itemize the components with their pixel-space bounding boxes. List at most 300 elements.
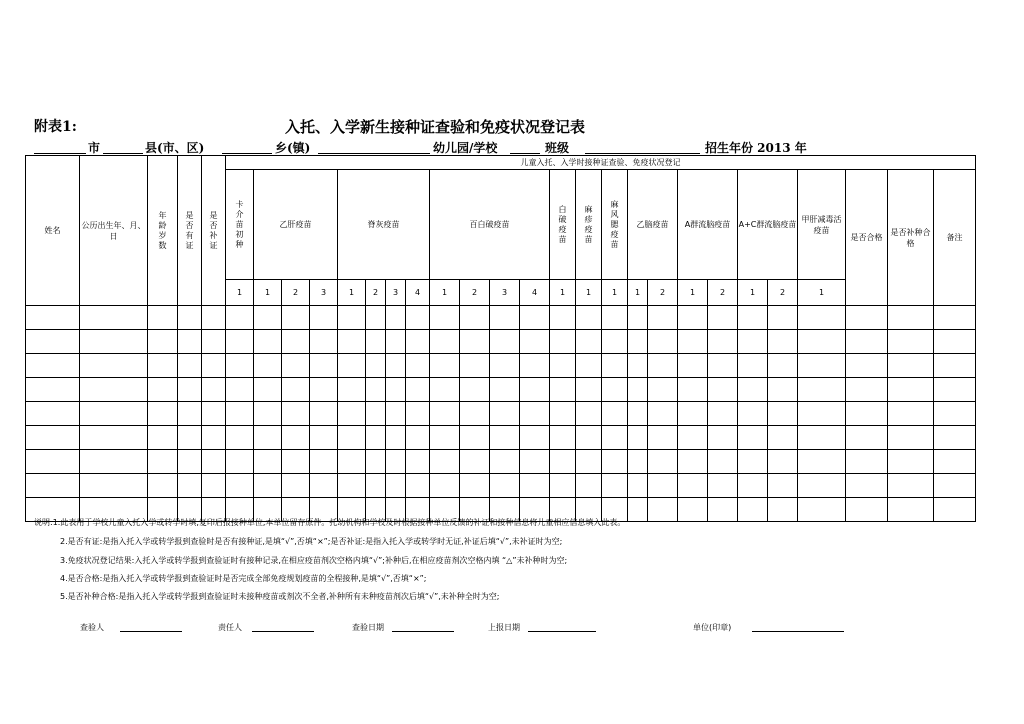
entry-cell[interactable] bbox=[628, 474, 648, 498]
entry-cell[interactable] bbox=[430, 378, 460, 402]
town-blank[interactable] bbox=[318, 153, 430, 154]
entry-cell[interactable] bbox=[738, 354, 768, 378]
county-blank[interactable] bbox=[103, 153, 143, 154]
class-label: 班级 bbox=[545, 141, 570, 155]
entry-cell[interactable] bbox=[490, 330, 520, 354]
entry-cell[interactable] bbox=[26, 450, 80, 474]
entry-cell[interactable] bbox=[628, 426, 648, 450]
entry-cell[interactable] bbox=[708, 426, 738, 450]
entry-cell[interactable] bbox=[628, 498, 648, 522]
entry-cell[interactable] bbox=[708, 498, 738, 522]
entry-cell[interactable] bbox=[550, 306, 576, 330]
entry-cell[interactable] bbox=[708, 402, 738, 426]
entry-cell[interactable] bbox=[550, 426, 576, 450]
entry-cell[interactable] bbox=[26, 354, 80, 378]
entry-cell[interactable] bbox=[678, 426, 708, 450]
entry-cell[interactable] bbox=[602, 402, 628, 426]
entry-cell[interactable] bbox=[338, 354, 366, 378]
entry-cell[interactable] bbox=[738, 498, 768, 522]
entry-cell[interactable] bbox=[386, 378, 406, 402]
entry-cell[interactable] bbox=[178, 354, 202, 378]
entry-cell[interactable] bbox=[148, 426, 178, 450]
entry-cell[interactable] bbox=[178, 306, 202, 330]
entry-cell[interactable] bbox=[282, 330, 310, 354]
report-date-blank[interactable] bbox=[528, 631, 596, 632]
entry-cell[interactable] bbox=[366, 354, 386, 378]
entry-cell[interactable] bbox=[628, 306, 648, 330]
entry-cell[interactable] bbox=[846, 330, 888, 354]
entry-cell[interactable] bbox=[460, 330, 490, 354]
vaccine-header-je bbox=[628, 170, 678, 280]
entry-cell[interactable] bbox=[148, 402, 178, 426]
entry-cell[interactable] bbox=[202, 450, 226, 474]
entry-cell[interactable] bbox=[148, 474, 178, 498]
entry-cell[interactable] bbox=[934, 354, 976, 378]
entry-cell[interactable] bbox=[678, 354, 708, 378]
entry-cell[interactable] bbox=[366, 450, 386, 474]
entry-cell[interactable] bbox=[254, 378, 282, 402]
entry-cell[interactable] bbox=[226, 378, 254, 402]
entry-cell[interactable] bbox=[80, 450, 148, 474]
vaccine-header-mena bbox=[678, 170, 738, 280]
entry-cell[interactable] bbox=[386, 306, 406, 330]
entry-cell[interactable] bbox=[678, 402, 708, 426]
entry-cell[interactable] bbox=[520, 354, 550, 378]
entry-cell[interactable] bbox=[282, 306, 310, 330]
entry-cell[interactable] bbox=[602, 306, 628, 330]
entry-cell[interactable] bbox=[338, 474, 366, 498]
entry-cell[interactable] bbox=[282, 426, 310, 450]
entry-cell[interactable] bbox=[798, 474, 846, 498]
entry-cell[interactable] bbox=[628, 378, 648, 402]
entry-cell[interactable] bbox=[846, 474, 888, 498]
entry-cell[interactable] bbox=[708, 306, 738, 330]
entry-cell[interactable] bbox=[602, 354, 628, 378]
entry-cell[interactable] bbox=[648, 306, 678, 330]
entry-cell[interactable] bbox=[768, 402, 798, 426]
entry-cell[interactable] bbox=[310, 450, 338, 474]
check-date-blank[interactable] bbox=[392, 631, 454, 632]
entry-cell[interactable] bbox=[406, 426, 430, 450]
entry-cell[interactable] bbox=[576, 330, 602, 354]
entry-cell[interactable] bbox=[846, 450, 888, 474]
entry-cell[interactable] bbox=[148, 378, 178, 402]
entry-cell[interactable] bbox=[366, 306, 386, 330]
entry-cell[interactable] bbox=[798, 306, 846, 330]
vaccine-name-measles: 麻疹疫苗 bbox=[584, 204, 593, 244]
table-row bbox=[26, 306, 976, 330]
entry-cell[interactable] bbox=[430, 402, 460, 426]
entry-cell[interactable] bbox=[846, 426, 888, 450]
entry-cell[interactable] bbox=[628, 330, 648, 354]
entry-cell[interactable] bbox=[338, 306, 366, 330]
entry-cell[interactable] bbox=[520, 378, 550, 402]
entry-cell[interactable] bbox=[490, 426, 520, 450]
entry-cell[interactable] bbox=[254, 426, 282, 450]
entry-cell[interactable] bbox=[490, 402, 520, 426]
entry-cell[interactable] bbox=[768, 426, 798, 450]
entry-cell[interactable] bbox=[934, 498, 976, 522]
entry-cell[interactable] bbox=[282, 450, 310, 474]
col-header-age bbox=[148, 156, 178, 306]
entry-cell[interactable] bbox=[768, 378, 798, 402]
entry-cell[interactable] bbox=[254, 330, 282, 354]
entry-cell[interactable] bbox=[310, 354, 338, 378]
entry-cell[interactable] bbox=[178, 402, 202, 426]
entry-cell[interactable] bbox=[226, 402, 254, 426]
entry-cell[interactable] bbox=[490, 354, 520, 378]
header-age-label: 年龄岁数 bbox=[158, 210, 167, 250]
entry-cell[interactable] bbox=[148, 354, 178, 378]
entry-cell[interactable] bbox=[648, 354, 678, 378]
entry-cell[interactable] bbox=[602, 330, 628, 354]
entry-cell[interactable] bbox=[678, 306, 708, 330]
entry-cell[interactable] bbox=[282, 402, 310, 426]
note-3: 3.免疫状况登记结果:入托入学或转学报到查验证时有接种记录,在相应疫苗剂次空格内填“√”;补种后,在相应疫苗剂次空格内填 “△”未补种时为空; bbox=[60, 556, 568, 565]
entry-cell[interactable] bbox=[254, 402, 282, 426]
entry-cell[interactable] bbox=[430, 306, 460, 330]
entry-cell[interactable] bbox=[460, 474, 490, 498]
entry-cell[interactable] bbox=[576, 426, 602, 450]
entry-cell[interactable] bbox=[888, 474, 934, 498]
header-reissue-label: 是否补证 bbox=[209, 210, 218, 250]
entry-cell[interactable] bbox=[934, 378, 976, 402]
dose-cell: 1 bbox=[550, 280, 576, 306]
entry-cell[interactable] bbox=[678, 450, 708, 474]
entry-cell[interactable] bbox=[406, 306, 430, 330]
entry-cell[interactable] bbox=[738, 306, 768, 330]
entry-cell[interactable] bbox=[26, 474, 80, 498]
note-2: 2.是否有证:是指入托入学或转学报到查验时是否有接种证,是填“√”,否填“×”;是否补证:是指入托入学或转学时无证,补证后填“√”,未补证时为空; bbox=[60, 537, 563, 546]
entry-cell[interactable] bbox=[888, 330, 934, 354]
entry-cell[interactable] bbox=[738, 474, 768, 498]
responsible-blank[interactable] bbox=[252, 631, 314, 632]
entry-cell[interactable] bbox=[80, 306, 148, 330]
entry-cell[interactable] bbox=[738, 450, 768, 474]
entry-cell[interactable] bbox=[254, 306, 282, 330]
entry-cell[interactable] bbox=[550, 354, 576, 378]
col-header-remarks bbox=[934, 170, 976, 306]
entry-cell[interactable] bbox=[648, 402, 678, 426]
col-header-name bbox=[26, 156, 80, 306]
entry-cell[interactable] bbox=[226, 426, 254, 450]
entry-cell[interactable] bbox=[254, 354, 282, 378]
entry-cell[interactable] bbox=[430, 354, 460, 378]
entry-cell[interactable] bbox=[430, 426, 460, 450]
entry-cell[interactable] bbox=[708, 354, 738, 378]
entry-cell[interactable] bbox=[406, 474, 430, 498]
entry-cell[interactable] bbox=[310, 426, 338, 450]
entry-cell[interactable] bbox=[26, 402, 80, 426]
entry-cell[interactable] bbox=[888, 426, 934, 450]
entry-cell[interactable] bbox=[148, 306, 178, 330]
dose-cell: 2 bbox=[648, 280, 678, 306]
entry-cell[interactable] bbox=[460, 354, 490, 378]
entry-cell[interactable] bbox=[202, 306, 226, 330]
entry-cell[interactable] bbox=[386, 450, 406, 474]
entry-cell[interactable] bbox=[26, 378, 80, 402]
entry-cell[interactable] bbox=[366, 474, 386, 498]
entry-cell[interactable] bbox=[460, 402, 490, 426]
entry-cell[interactable] bbox=[366, 330, 386, 354]
header-qualified-label: 是否合格 bbox=[850, 233, 883, 242]
entry-cell[interactable] bbox=[934, 306, 976, 330]
entry-cell[interactable] bbox=[80, 426, 148, 450]
entry-cell[interactable] bbox=[888, 450, 934, 474]
vaccine-name-mena: A群流脑疫苗 bbox=[684, 220, 731, 229]
entry-cell[interactable] bbox=[648, 474, 678, 498]
note-4: 4.是否合格:是指入托入学或转学报到查验证时是否完成全部免疫规划疫苗的全程接种,是填“√”,否填“×”; bbox=[60, 574, 427, 583]
entry-cell[interactable] bbox=[888, 378, 934, 402]
header-remarks-label: 备注 bbox=[946, 233, 963, 242]
entry-cell[interactable] bbox=[550, 450, 576, 474]
entry-cell[interactable] bbox=[254, 450, 282, 474]
entry-cell[interactable] bbox=[934, 474, 976, 498]
entry-cell[interactable] bbox=[846, 306, 888, 330]
entry-cell[interactable] bbox=[520, 306, 550, 330]
entry-cell[interactable] bbox=[490, 474, 520, 498]
entry-cell[interactable] bbox=[678, 378, 708, 402]
entry-cell[interactable] bbox=[282, 354, 310, 378]
entry-cell[interactable] bbox=[846, 498, 888, 522]
entry-cell[interactable] bbox=[520, 450, 550, 474]
entry-cell[interactable] bbox=[678, 330, 708, 354]
entry-cell[interactable] bbox=[846, 378, 888, 402]
entry-cell[interactable] bbox=[386, 426, 406, 450]
entry-cell[interactable] bbox=[178, 450, 202, 474]
entry-cell[interactable] bbox=[202, 402, 226, 426]
entry-cell[interactable] bbox=[628, 354, 648, 378]
entry-cell[interactable] bbox=[80, 330, 148, 354]
dose-cell: 1 bbox=[226, 280, 254, 306]
entry-cell[interactable] bbox=[226, 330, 254, 354]
entry-cell[interactable] bbox=[338, 450, 366, 474]
entry-cell[interactable] bbox=[888, 354, 934, 378]
entry-cell[interactable] bbox=[282, 474, 310, 498]
col-header-reissue bbox=[202, 156, 226, 306]
entry-cell[interactable] bbox=[888, 306, 934, 330]
entry-cell[interactable] bbox=[602, 426, 628, 450]
vaccine-header-menac bbox=[738, 170, 798, 280]
entry-cell[interactable] bbox=[648, 498, 678, 522]
entry-cell[interactable] bbox=[738, 402, 768, 426]
entry-cell[interactable] bbox=[708, 474, 738, 498]
dose-cell: 1 bbox=[602, 280, 628, 306]
entry-cell[interactable] bbox=[550, 474, 576, 498]
entry-cell[interactable] bbox=[708, 330, 738, 354]
entry-cell[interactable] bbox=[202, 378, 226, 402]
entry-cell[interactable] bbox=[226, 306, 254, 330]
entry-cell[interactable] bbox=[678, 498, 708, 522]
entry-cell[interactable] bbox=[798, 450, 846, 474]
dose-cell: 3 bbox=[490, 280, 520, 306]
entry-cell[interactable] bbox=[576, 306, 602, 330]
entry-cell[interactable] bbox=[338, 330, 366, 354]
entry-cell[interactable] bbox=[226, 354, 254, 378]
entry-cell[interactable] bbox=[310, 402, 338, 426]
entry-cell[interactable] bbox=[648, 426, 678, 450]
entry-cell[interactable] bbox=[520, 402, 550, 426]
county-label: 县(市、区) bbox=[145, 141, 205, 155]
entry-cell[interactable] bbox=[888, 498, 934, 522]
vaccine-name-polio: 脊灰疫苗 bbox=[367, 220, 400, 229]
entry-cell[interactable] bbox=[80, 402, 148, 426]
entry-cell[interactable] bbox=[386, 330, 406, 354]
entry-cell[interactable] bbox=[406, 402, 430, 426]
entry-cell[interactable] bbox=[576, 402, 602, 426]
registration-table bbox=[25, 155, 976, 522]
entry-cell[interactable] bbox=[148, 450, 178, 474]
entry-cell[interactable] bbox=[338, 426, 366, 450]
entry-cell[interactable] bbox=[226, 450, 254, 474]
entry-cell[interactable] bbox=[768, 474, 798, 498]
entry-cell[interactable] bbox=[406, 330, 430, 354]
entry-cell[interactable] bbox=[798, 402, 846, 426]
entry-cell[interactable] bbox=[26, 330, 80, 354]
entry-cell[interactable] bbox=[768, 450, 798, 474]
entry-cell[interactable] bbox=[708, 450, 738, 474]
entry-cell[interactable] bbox=[226, 474, 254, 498]
page-title: 入托、入学新生接种证查验和免疫状况登记表 bbox=[285, 118, 586, 136]
entry-cell[interactable] bbox=[648, 330, 678, 354]
entry-cell[interactable] bbox=[798, 426, 846, 450]
entry-cell[interactable] bbox=[738, 330, 768, 354]
entry-cell[interactable] bbox=[738, 426, 768, 450]
entry-cell[interactable] bbox=[80, 378, 148, 402]
entry-cell[interactable] bbox=[520, 426, 550, 450]
entry-cell[interactable] bbox=[202, 330, 226, 354]
entry-cell[interactable] bbox=[460, 306, 490, 330]
entry-cell[interactable] bbox=[430, 474, 460, 498]
entry-cell[interactable] bbox=[366, 402, 386, 426]
entry-cell[interactable] bbox=[602, 450, 628, 474]
school-blank[interactable] bbox=[510, 153, 540, 154]
entry-cell[interactable] bbox=[628, 450, 648, 474]
entry-cell[interactable] bbox=[460, 378, 490, 402]
entry-cell[interactable] bbox=[386, 474, 406, 498]
entry-cell[interactable] bbox=[576, 450, 602, 474]
entry-cell[interactable] bbox=[366, 426, 386, 450]
entry-cell[interactable] bbox=[178, 474, 202, 498]
entry-cell[interactable] bbox=[310, 330, 338, 354]
entry-cell[interactable] bbox=[934, 450, 976, 474]
entry-cell[interactable] bbox=[576, 354, 602, 378]
entry-cell[interactable] bbox=[934, 402, 976, 426]
entry-cell[interactable] bbox=[520, 330, 550, 354]
entry-cell[interactable] bbox=[202, 474, 226, 498]
entry-cell[interactable] bbox=[798, 354, 846, 378]
appendix-label: 附表1: bbox=[34, 119, 77, 135]
entry-cell[interactable] bbox=[490, 306, 520, 330]
entry-cell[interactable] bbox=[386, 354, 406, 378]
entry-cell[interactable] bbox=[254, 474, 282, 498]
entry-cell[interactable] bbox=[628, 402, 648, 426]
vaccine-header-measles bbox=[576, 170, 602, 280]
city-blank[interactable] bbox=[34, 153, 86, 154]
entry-cell[interactable] bbox=[26, 306, 80, 330]
entry-cell[interactable] bbox=[202, 426, 226, 450]
table-row bbox=[26, 426, 976, 450]
unit-label: 单位(印章) bbox=[693, 623, 732, 632]
entry-cell[interactable] bbox=[490, 378, 520, 402]
entry-cell[interactable] bbox=[550, 378, 576, 402]
entry-cell[interactable] bbox=[768, 498, 798, 522]
entry-cell[interactable] bbox=[738, 378, 768, 402]
col-header-catchup bbox=[888, 170, 934, 306]
group-title: 儿童入托、入学时接种证查验、免疫状况登记 bbox=[520, 158, 681, 167]
entry-cell[interactable] bbox=[80, 474, 148, 498]
entry-cell[interactable] bbox=[406, 450, 430, 474]
entry-cell[interactable] bbox=[490, 450, 520, 474]
entry-cell[interactable] bbox=[798, 378, 846, 402]
entry-cell[interactable] bbox=[708, 378, 738, 402]
entry-cell[interactable] bbox=[798, 498, 846, 522]
entry-cell[interactable] bbox=[202, 354, 226, 378]
entry-cell[interactable] bbox=[178, 330, 202, 354]
entry-cell[interactable] bbox=[310, 306, 338, 330]
entry-cell[interactable] bbox=[798, 330, 846, 354]
vaccine-header-dt bbox=[550, 170, 576, 280]
entry-cell[interactable] bbox=[678, 474, 708, 498]
class-blank[interactable] bbox=[585, 153, 700, 154]
entry-cell[interactable] bbox=[520, 474, 550, 498]
entry-cell[interactable] bbox=[846, 402, 888, 426]
entry-cell[interactable] bbox=[576, 378, 602, 402]
entry-cell[interactable] bbox=[148, 330, 178, 354]
entry-cell[interactable] bbox=[310, 378, 338, 402]
entry-cell[interactable] bbox=[430, 450, 460, 474]
entry-cell[interactable] bbox=[648, 450, 678, 474]
entry-cell[interactable] bbox=[80, 354, 148, 378]
entry-cell[interactable] bbox=[386, 402, 406, 426]
entry-cell[interactable] bbox=[888, 402, 934, 426]
entry-cell[interactable] bbox=[602, 378, 628, 402]
entry-cell[interactable] bbox=[648, 378, 678, 402]
report-date-label: 上报日期 bbox=[488, 623, 520, 632]
header-catchup-label: 是否补种合格 bbox=[890, 227, 931, 248]
vaccine-header-mmr bbox=[602, 170, 628, 280]
entry-cell[interactable] bbox=[178, 378, 202, 402]
entry-cell[interactable] bbox=[460, 426, 490, 450]
entry-cell[interactable] bbox=[846, 354, 888, 378]
entry-cell[interactable] bbox=[460, 450, 490, 474]
entry-cell[interactable] bbox=[406, 378, 430, 402]
entry-cell[interactable] bbox=[310, 474, 338, 498]
entry-cell[interactable] bbox=[768, 330, 798, 354]
entry-cell[interactable] bbox=[550, 402, 576, 426]
entry-cell[interactable] bbox=[338, 378, 366, 402]
entry-cell[interactable] bbox=[934, 330, 976, 354]
entry-cell[interactable] bbox=[338, 402, 366, 426]
entry-cell[interactable] bbox=[430, 330, 460, 354]
group-header bbox=[226, 156, 976, 170]
table-row bbox=[26, 474, 976, 498]
inspector-blank[interactable] bbox=[120, 631, 182, 632]
entry-cell[interactable] bbox=[366, 378, 386, 402]
entry-cell[interactable] bbox=[576, 474, 602, 498]
entry-cell[interactable] bbox=[26, 426, 80, 450]
county-fill-blank[interactable] bbox=[222, 153, 272, 154]
entry-cell[interactable] bbox=[282, 378, 310, 402]
entry-cell[interactable] bbox=[768, 306, 798, 330]
entry-cell[interactable] bbox=[178, 426, 202, 450]
entry-cell[interactable] bbox=[768, 354, 798, 378]
entry-cell[interactable] bbox=[602, 474, 628, 498]
unit-blank[interactable] bbox=[752, 631, 844, 632]
entry-cell[interactable] bbox=[550, 330, 576, 354]
entry-cell[interactable] bbox=[934, 426, 976, 450]
entry-cell[interactable] bbox=[406, 354, 430, 378]
